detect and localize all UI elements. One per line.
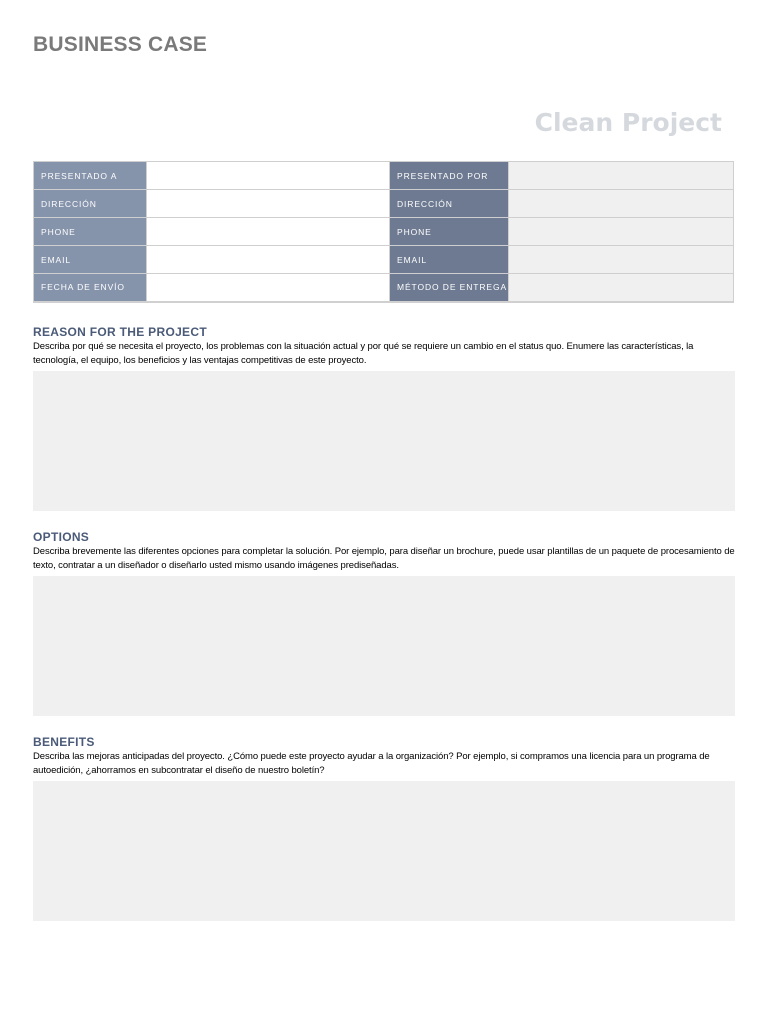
reason-section <box>33 325 735 367</box>
delivery-method-label: MÉTODO DE ENTREGA <box>390 274 509 302</box>
phone-field-left[interactable] <box>147 218 390 246</box>
address-label-left: DIRECCIÓN <box>34 190 147 218</box>
address-field-right[interactable] <box>509 190 734 218</box>
send-date-field[interactable] <box>147 274 390 302</box>
email-label-right: EMAIL <box>390 246 509 274</box>
phone-label-right: PHONE <box>390 218 509 246</box>
document-title: BUSINESS CASE <box>33 33 208 56</box>
benefits-description: Describa las mejoras anticipadas del proyecto. ¿Cómo puede este proyecto ayudar a la organización? Por ejemplo, si compramos una licencia para un programa de autoedición, ¿ahorramos en subcontratar el diseño de nuestro boletín? <box>33 751 710 776</box>
options-heading: OPTIONS <box>33 530 90 544</box>
reason-description: Describa por qué se necesita el proyecto, los problemas con la situación actual y por qué se requiere un cambio en el status quo. Enumere las características, la tecnología, el equipo, los beneficios y las ventajas competitivas de este proyecto. <box>33 341 694 366</box>
phone-label-left: PHONE <box>34 218 147 246</box>
project-name: Clean Project <box>534 108 722 137</box>
address-label-right: DIRECCIÓN <box>390 190 509 218</box>
presented-by-label: PRESENTADO POR <box>390 162 509 190</box>
options-input-box[interactable] <box>33 576 735 716</box>
table-row <box>34 246 734 274</box>
options-section <box>33 530 735 572</box>
options-description: Describa brevemente las diferentes opciones para completar la solución. Por ejemplo, para diseñar un brochure, puede usar plantillas de un paquete de procesamiento de texto, contratar a un diseñador o diseñarlo usted mismo usando imágenes prediseñadas. <box>33 546 735 571</box>
reason-heading: REASON FOR THE PROJECT <box>33 325 207 339</box>
address-field-left[interactable] <box>147 190 390 218</box>
table-row <box>34 274 734 302</box>
email-field-right[interactable] <box>509 246 734 274</box>
info-table <box>33 161 734 303</box>
table-row <box>34 162 734 190</box>
presented-to-field[interactable] <box>147 162 390 190</box>
presented-by-field[interactable] <box>509 162 734 190</box>
benefits-heading: BENEFITS <box>33 735 95 749</box>
presented-to-label: PRESENTADO A <box>34 162 147 190</box>
benefits-section <box>33 735 735 777</box>
table-row <box>34 190 734 218</box>
phone-field-right[interactable] <box>509 218 734 246</box>
table-row <box>34 218 734 246</box>
send-date-label: FECHA DE ENVÍO <box>34 274 147 302</box>
delivery-method-field[interactable] <box>509 274 734 302</box>
benefits-input-box[interactable] <box>33 781 735 921</box>
email-label-left: EMAIL <box>34 246 147 274</box>
email-field-left[interactable] <box>147 246 390 274</box>
reason-input-box[interactable] <box>33 371 735 511</box>
